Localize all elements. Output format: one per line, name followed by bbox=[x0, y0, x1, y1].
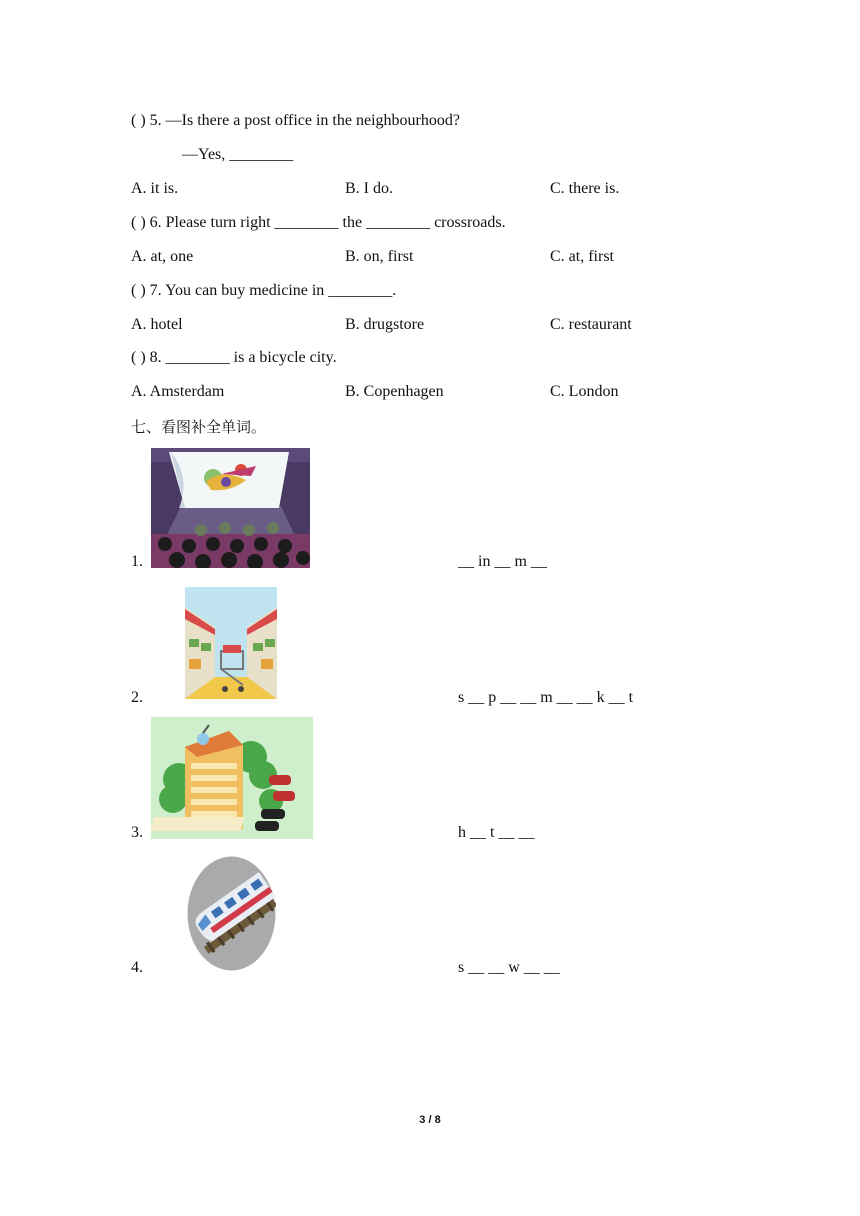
question-7-option-c: C. restaurant bbox=[550, 316, 632, 333]
subway-image bbox=[187, 856, 276, 971]
question-7-option-a: A. hotel bbox=[131, 316, 183, 333]
item-1-blank: __ in __ m __ bbox=[458, 553, 547, 570]
item-2-blank: s __ p __ __ m __ __ k __ t bbox=[458, 689, 634, 706]
question-6-option-a: A. at, one bbox=[131, 248, 194, 265]
item-2-number: 2. bbox=[131, 689, 143, 706]
item-3-number: 3. bbox=[131, 824, 143, 841]
item-3-blank: h __ t __ __ bbox=[458, 824, 535, 841]
question-6-option-c: C. at, first bbox=[550, 248, 614, 265]
question-8-option-c: C. London bbox=[550, 383, 619, 400]
item-4-blank: s __ __ w __ __ bbox=[458, 959, 560, 976]
item-1-number: 1. bbox=[131, 553, 143, 570]
question-7-option-b: B. drugstore bbox=[345, 316, 425, 333]
question-6-stem: ( ) 6. Please turn right ________ the ________ crossroads. bbox=[131, 214, 506, 231]
question-7-stem: ( ) 7. You can buy medicine in ________. bbox=[131, 282, 397, 299]
question-5-option-c: C. there is. bbox=[550, 180, 620, 197]
question-6-option-b: B. on, first bbox=[345, 248, 414, 265]
question-5-option-b: B. I do. bbox=[345, 180, 393, 197]
question-5-stem: ( ) 5. —Is there a post office in the neighbourhood? bbox=[131, 112, 460, 129]
supermarket-image bbox=[185, 587, 277, 699]
hotel-image bbox=[151, 717, 313, 839]
section-7-title: 七、看图补全单词。 bbox=[131, 418, 267, 436]
question-5-option-a: A. it is. bbox=[131, 180, 179, 197]
page-number: 3 / 8 bbox=[419, 1114, 441, 1126]
item-4-number: 4. bbox=[131, 959, 143, 976]
cinema-image bbox=[151, 448, 310, 568]
question-8-stem: ( ) 8. ________ is a bicycle city. bbox=[131, 349, 337, 366]
question-8-option-b: B. Copenhagen bbox=[345, 383, 444, 400]
question-5-answer-line: —Yes, ________ bbox=[182, 146, 294, 163]
question-8-option-a: A. Amsterdam bbox=[131, 383, 225, 400]
